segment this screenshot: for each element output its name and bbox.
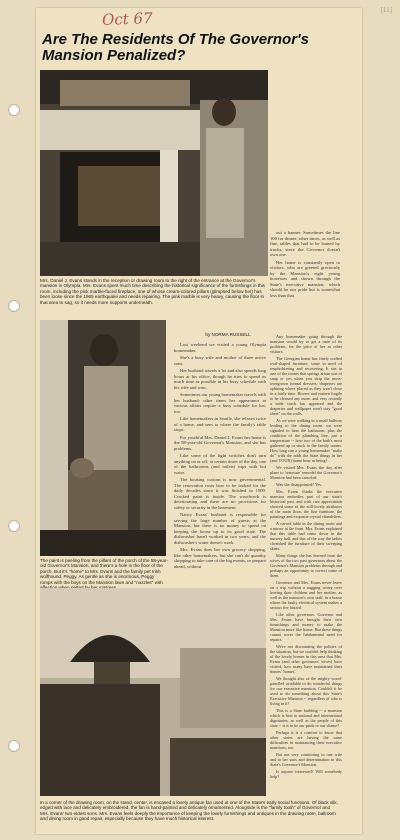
handwritten-date: Oct 67	[101, 9, 153, 29]
photo-antique-fan	[40, 588, 266, 796]
caption-bottom: In a corner of the drawing room, on the stand, center, is encased a lovely antique fan used at one of the State's early social functions. Of black silk, edged with lace and delicately embroidered, the fan is hand-painted and delicately ornamented. Alongside is the "family tooth" of Governor and Mrs. Evans' two eldest sons. Mrs. Evans feels deeply the importance of keeping the lovely furnishings and antiques in the drawing room, ballroom and dining room in good repair, especially because they have much historical interest.	[40, 800, 338, 822]
paragraph: We visited Mrs. Evans the day after plans to 'renovate' remodel the Governor's Mansion had been canceled.	[270, 465, 342, 480]
binder-hole	[8, 104, 20, 116]
photo-drawing-room	[40, 70, 268, 276]
side-column	[270, 230, 340, 300]
paragraph: Mrs. Evans does her own grocery shopping, like other homemakers, but she can't do quantity shopping to take care of the big events, or prepare ahead, without	[174, 547, 266, 569]
article-column-left	[174, 342, 266, 571]
paragraph: We're not discounting the politics of the situation, but we couldn't help thinking of the lovely homes in this area that Mrs. Evans (and other governors' wives) have visited, how many have maintained their homes' 'homes'.	[270, 644, 342, 674]
photo-antique-fan-image	[40, 588, 266, 796]
paragraph: Sometimes our young homemaker travels with her husband; other times her appearance at various affairs require a busy schedule for her, too.	[174, 392, 266, 414]
paragraph: As we were walking in a small hallway leading to the dining room, we were signaled to hear the bathroom, plus the condition of the plumbing line, just a temperature -- how two of the bath's most gathered up or stuck to the family rooms. How long can a young homemaker "make do" with the odds the State things in her (and YOUR) home hour as being?	[270, 418, 342, 463]
page-number: [11]	[380, 6, 392, 14]
paragraph: out a banner. Sometimes the line 100 for dinner, other times, as well as fine, tables that had to be loaned by trucks, since the Governor doesn't own one.	[270, 230, 340, 257]
paragraph: Many things she has learned from the wives of the two past governors about the Governor's Mansion problems through and perhaps an opportunity to correct some of them.	[270, 553, 342, 578]
paragraph: Is anyone interested? Will somebody help?	[270, 769, 342, 779]
paragraph: Perhaps it is a comfort to know that other states are having the same difficulties in maintaining their executive mansions, too.	[270, 730, 342, 750]
paragraph: Was she disappointed? Yes.	[276, 482, 323, 487]
paragraph: For youthful Mrs. Daniel J. Evans her home is the 58-year-old Governor's Mansion, and she has problems.	[174, 434, 266, 451]
paragraph: But not very comforting to one wife and to her sons and determination in this State's Governor's Mansion.	[270, 752, 342, 767]
paragraph: Her husband travels a lot and also spends long hours at his office, though he tries to spend as much time as possible in his busy schedule with his wife and sons.	[174, 368, 266, 390]
byline: by NORMA RUSSELL	[205, 332, 251, 337]
caption-middle-text: The paint is peeling from the pillars of the porch of the 58-year-old Governor's Mansion, and there's a hole in the floor of the porch. But it's "home" to Mrs. Evans and the family pet Irish wolfhound, Peggy. As gentle as she is enormous, Peggy romps with the boys on the Mansion lawn and "nuzzles" with	[40, 558, 168, 585]
caption-top: Mrs. Daniel J. Evans stands in the reception or drawing room to the right of the entrance at the Governor's mansion in Olympia. Mrs. Evans spent much time describing the historical significance of the furnishings in this room, including the pink marble-faced fireplace, one of whose cream-colored pillars (glimpsed below her) has been loose since the 1965 earthquake and needs repairing. The pink marble is very heavy, causing the floor in that area to sag, so it needs more supports underneath.	[40, 278, 265, 305]
paragraph: Her home is constantly open to visitors, who are greeted graciously by the Mansion's eight young hostesses and shown through the State's executive mansion, which should be our pride but is somewhat less than that.	[270, 259, 340, 298]
paragraph: Nancy Evans' husband is responsible for serving the large number of guests at the Mansion, but there is no money to spend on keeping the house up to its good state. The dishwasher hasn't worked in two years, and the dishwasher's water doesn't work.	[174, 512, 266, 545]
paragraph: We thought also of the mighty wood-panelled available to do wonderful things for our executive mansion. Couldn't it be used to do something about this State's Executive Mansion -- regardless of who is living in it?	[270, 676, 342, 706]
paragraph: Mrs. Evans thinks the executive mansion embodies part of our state's historical past, and with care appreciation showed some of the still-lovely attributes of the main floor, the fine furniture, the paintings and exquisite crystal chandeliers.	[270, 489, 342, 519]
paragraph: Like other governors, Governor and Mrs. Evans have brought their own furnishings and money to make the Mansion more like home. But these things cannot cover the fundamental need for repairs.	[270, 612, 342, 642]
article-column-right	[270, 334, 342, 781]
headline: Are The Residents Of The Governor's Mansion Penalized?	[42, 31, 309, 64]
paragraph: Any homemaker going through the mansion would try to get a taste of its problems, for the price of her as other visitors.	[270, 334, 342, 354]
paragraph: The Georgian home has finely crafted oval-shaped furniture, some in need of reupholstering and recovering. It sits in one of the rooms that springs attain sort of snap or yes when you strip the moss-overgrown formal dressers; draperies are splitting where placed as they won't close in a fairly time. Hovers and eastern fragile to be cleaned any more, and very recently a wide crack has appeared and the draperies and wallpaper won't stay "good sheet" on the walls.	[270, 356, 342, 416]
paragraph: She's a busy wife and mother of three active sons.	[174, 355, 266, 366]
binder-hole	[8, 740, 20, 752]
paragraph: This is a State building -- a mansion which is host to national and international dignitaries, as well as the people of this state -- is it to be our pride or our shame?	[270, 708, 342, 728]
binder-hole	[8, 300, 20, 312]
photo-porch-dog	[40, 320, 166, 556]
paragraph: Governor and Mrs. Evans never leave on a trip without a nagging worry over leaving their children and her mother, as well as the mansion's own staff, in a house where the faulty electrical system makes a serious fire hazard.	[270, 580, 342, 610]
paragraph: Like some of the light switches don't turn anything on or off; at certain times of the day, one of the bathrooms (and toilets) trips with hot water.	[174, 453, 266, 475]
paragraph: A carved table in the dining room and a mirror at the front. Mrs. Evans explained that this table had come down in the nursery hall, and this of the way the ladies cherished the furniture of their sweeping skirts.	[270, 521, 342, 551]
paragraph: Lost weekend we visited a young Olympia homemaker.	[174, 342, 266, 353]
photo-drawing-room-image	[40, 70, 268, 276]
paragraph: The housing custom is now governmental. The renovation costs how to be looked for the daily decades since it was finished in 1909. Cracked paint is inside. The woodwork is deteriorating and there are no provisions for safety or security in the basement.	[174, 477, 266, 510]
binder-hole	[8, 520, 20, 532]
binder-holes	[8, 0, 20, 840]
paragraph: Like homemakers in Seattle, she relaxes twice of a home, and sees to where the family's table stops.	[174, 416, 266, 432]
newspaper-clipping	[36, 8, 362, 834]
photo-porch-dog-image	[40, 320, 166, 556]
